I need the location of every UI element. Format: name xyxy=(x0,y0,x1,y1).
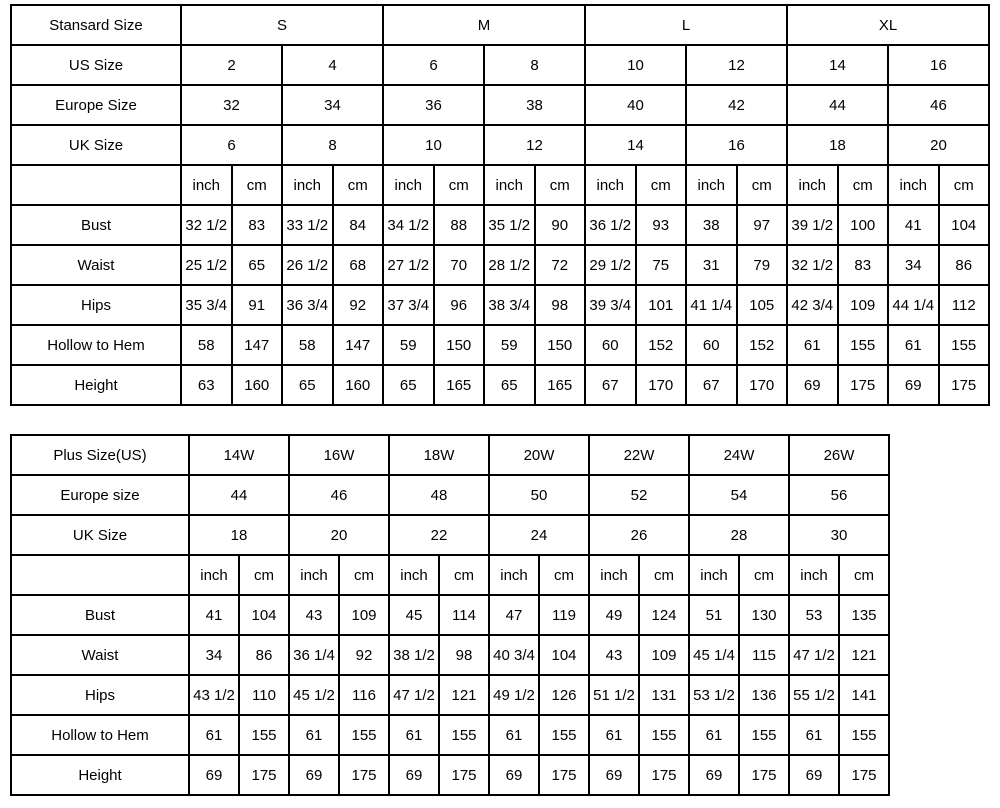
plus-table-body xyxy=(11,435,889,795)
plus-cell-height-6: 69 xyxy=(489,755,539,795)
cell-europe-size-6: 44 xyxy=(787,85,888,125)
plus-cell-bust-9: 124 xyxy=(639,595,689,635)
table-row xyxy=(11,515,889,555)
row-label-hollow-to-hem: Hollow to Hem xyxy=(11,325,181,365)
cell-hips-3: 92 xyxy=(333,285,384,325)
plus-cell-bust-12: 53 xyxy=(789,595,839,635)
plus-unit-inch-0: inch xyxy=(189,555,239,595)
row-label-height: Height xyxy=(11,365,181,405)
plus-cell-waist-8: 43 xyxy=(589,635,639,675)
plus-size-chart xyxy=(10,434,890,796)
cell-us-size-6: 14 xyxy=(787,45,888,85)
plus-cell-europe-6: 56 xyxy=(789,475,889,515)
cell-hollow-10: 60 xyxy=(686,325,737,365)
plus-cell-height-11: 175 xyxy=(739,755,789,795)
plus-cell-bust-10: 51 xyxy=(689,595,739,635)
cell-hips-11: 105 xyxy=(737,285,788,325)
standard-table-body xyxy=(11,5,989,405)
cell-height-0: 63 xyxy=(181,365,232,405)
plus-size-group-22w: 22W xyxy=(589,435,689,475)
plus-size-group-14w: 14W xyxy=(189,435,289,475)
plus-cell-waist-3: 92 xyxy=(339,635,389,675)
unit-inch-6: inch xyxy=(787,165,838,205)
cell-bust-15: 104 xyxy=(939,205,990,245)
table-row xyxy=(11,205,989,245)
plus-cell-height-7: 175 xyxy=(539,755,589,795)
plus-cell-hollow-1: 155 xyxy=(239,715,289,755)
cell-waist-11: 79 xyxy=(737,245,788,285)
cell-bust-11: 97 xyxy=(737,205,788,245)
plus-cell-uk-1: 20 xyxy=(289,515,389,555)
plus-cell-hips-2: 45 1/2 xyxy=(289,675,339,715)
cell-us-size-5: 12 xyxy=(686,45,787,85)
plus-size-group-24w: 24W xyxy=(689,435,789,475)
plus-row-label-hollow-to-hem: Hollow to Hem xyxy=(11,715,189,755)
plus-cell-bust-13: 135 xyxy=(839,595,889,635)
cell-height-9: 170 xyxy=(636,365,687,405)
plus-cell-hips-1: 110 xyxy=(239,675,289,715)
cell-hips-1: 91 xyxy=(232,285,283,325)
cell-bust-2: 33 1/2 xyxy=(282,205,333,245)
table-row xyxy=(11,5,989,45)
plus-cell-hips-3: 116 xyxy=(339,675,389,715)
cell-uk-size-4: 14 xyxy=(585,125,686,165)
cell-europe-size-1: 34 xyxy=(282,85,383,125)
table-row xyxy=(11,435,889,475)
plus-cell-hollow-10: 61 xyxy=(689,715,739,755)
cell-height-15: 175 xyxy=(939,365,990,405)
plus-cell-waist-7: 104 xyxy=(539,635,589,675)
cell-hollow-1: 147 xyxy=(232,325,283,365)
unit-inch-0: inch xyxy=(181,165,232,205)
plus-unit-cm-6: cm xyxy=(839,555,889,595)
cell-bust-14: 41 xyxy=(888,205,939,245)
unit-cm-1: cm xyxy=(333,165,384,205)
unit-inch-7: inch xyxy=(888,165,939,205)
cell-waist-4: 27 1/2 xyxy=(383,245,434,285)
cell-hips-2: 36 3/4 xyxy=(282,285,333,325)
plus-cell-bust-3: 109 xyxy=(339,595,389,635)
plus-cell-hollow-0: 61 xyxy=(189,715,239,755)
cell-height-3: 160 xyxy=(333,365,384,405)
table-row xyxy=(11,365,989,405)
cell-waist-9: 75 xyxy=(636,245,687,285)
plus-cell-uk-5: 28 xyxy=(689,515,789,555)
plus-cell-uk-6: 30 xyxy=(789,515,889,555)
plus-cell-bust-5: 114 xyxy=(439,595,489,635)
plus-unit-cm-3: cm xyxy=(539,555,589,595)
plus-cell-bust-11: 130 xyxy=(739,595,789,635)
table-row xyxy=(11,245,989,285)
plus-unit-cm-1: cm xyxy=(339,555,389,595)
unit-inch-1: inch xyxy=(282,165,333,205)
plus-cell-bust-2: 43 xyxy=(289,595,339,635)
unit-inch-3: inch xyxy=(484,165,535,205)
cell-waist-3: 68 xyxy=(333,245,384,285)
cell-height-10: 67 xyxy=(686,365,737,405)
cell-hollow-6: 59 xyxy=(484,325,535,365)
cell-height-6: 65 xyxy=(484,365,535,405)
plus-unit-inch-6: inch xyxy=(789,555,839,595)
cell-height-2: 65 xyxy=(282,365,333,405)
standard-header-label: Stansard Size xyxy=(11,5,181,45)
cell-height-1: 160 xyxy=(232,365,283,405)
plus-cell-waist-9: 109 xyxy=(639,635,689,675)
table-row xyxy=(11,555,889,595)
cell-europe-size-0: 32 xyxy=(181,85,282,125)
plus-cell-europe-0: 44 xyxy=(189,475,289,515)
plus-cell-hollow-11: 155 xyxy=(739,715,789,755)
plus-unit-cm-0: cm xyxy=(239,555,289,595)
plus-cell-hips-5: 121 xyxy=(439,675,489,715)
plus-cell-europe-3: 50 xyxy=(489,475,589,515)
plus-cell-waist-11: 115 xyxy=(739,635,789,675)
cell-bust-3: 84 xyxy=(333,205,384,245)
plus-header-label: Plus Size(US) xyxy=(11,435,189,475)
cell-waist-0: 25 1/2 xyxy=(181,245,232,285)
plus-cell-bust-4: 45 xyxy=(389,595,439,635)
plus-cell-hips-11: 136 xyxy=(739,675,789,715)
cell-hips-9: 101 xyxy=(636,285,687,325)
plus-cell-waist-12: 47 1/2 xyxy=(789,635,839,675)
plus-cell-hips-4: 47 1/2 xyxy=(389,675,439,715)
plus-cell-waist-13: 121 xyxy=(839,635,889,675)
cell-uk-size-2: 10 xyxy=(383,125,484,165)
cell-waist-14: 34 xyxy=(888,245,939,285)
standard-size-chart xyxy=(10,4,990,406)
plus-cell-hollow-3: 155 xyxy=(339,715,389,755)
plus-cell-bust-6: 47 xyxy=(489,595,539,635)
plus-size-group-18w: 18W xyxy=(389,435,489,475)
cell-bust-8: 36 1/2 xyxy=(585,205,636,245)
cell-uk-size-3: 12 xyxy=(484,125,585,165)
plus-cell-hips-9: 131 xyxy=(639,675,689,715)
plus-unit-row-blank-label xyxy=(11,555,189,595)
plus-cell-waist-1: 86 xyxy=(239,635,289,675)
table-row xyxy=(11,325,989,365)
plus-cell-hips-12: 55 1/2 xyxy=(789,675,839,715)
cell-height-5: 165 xyxy=(434,365,485,405)
plus-unit-inch-5: inch xyxy=(689,555,739,595)
plus-cell-bust-1: 104 xyxy=(239,595,289,635)
cell-bust-5: 88 xyxy=(434,205,485,245)
cell-height-8: 67 xyxy=(585,365,636,405)
cell-hips-4: 37 3/4 xyxy=(383,285,434,325)
plus-cell-height-10: 69 xyxy=(689,755,739,795)
plus-cell-europe-2: 48 xyxy=(389,475,489,515)
plus-cell-height-3: 175 xyxy=(339,755,389,795)
plus-cell-hollow-5: 155 xyxy=(439,715,489,755)
table-row xyxy=(11,85,989,125)
plus-unit-inch-4: inch xyxy=(589,555,639,595)
cell-hollow-11: 152 xyxy=(737,325,788,365)
plus-cell-height-0: 69 xyxy=(189,755,239,795)
table-row xyxy=(11,715,889,755)
cell-bust-4: 34 1/2 xyxy=(383,205,434,245)
table-row xyxy=(11,125,989,165)
cell-uk-size-0: 6 xyxy=(181,125,282,165)
cell-hollow-0: 58 xyxy=(181,325,232,365)
plus-cell-hips-10: 53 1/2 xyxy=(689,675,739,715)
plus-row-label-height: Height xyxy=(11,755,189,795)
unit-cm-2: cm xyxy=(434,165,485,205)
cell-hips-14: 44 1/4 xyxy=(888,285,939,325)
plus-unit-cm-4: cm xyxy=(639,555,689,595)
cell-hips-5: 96 xyxy=(434,285,485,325)
plus-cell-europe-5: 54 xyxy=(689,475,789,515)
row-label-hips: Hips xyxy=(11,285,181,325)
plus-cell-height-9: 175 xyxy=(639,755,689,795)
table-row xyxy=(11,165,989,205)
cell-hips-13: 109 xyxy=(838,285,889,325)
plus-cell-hips-0: 43 1/2 xyxy=(189,675,239,715)
cell-height-11: 170 xyxy=(737,365,788,405)
size-group-m: M xyxy=(383,5,585,45)
plus-size-group-20w: 20W xyxy=(489,435,589,475)
cell-bust-9: 93 xyxy=(636,205,687,245)
cell-hips-7: 98 xyxy=(535,285,586,325)
cell-hollow-15: 155 xyxy=(939,325,990,365)
plus-cell-hips-13: 141 xyxy=(839,675,889,715)
plus-cell-height-12: 69 xyxy=(789,755,839,795)
plus-row-label-europe-size: Europe size xyxy=(11,475,189,515)
cell-hips-0: 35 3/4 xyxy=(181,285,232,325)
table-row xyxy=(11,635,889,675)
cell-height-12: 69 xyxy=(787,365,838,405)
row-label-us-size: US Size xyxy=(11,45,181,85)
cell-waist-12: 32 1/2 xyxy=(787,245,838,285)
cell-waist-7: 72 xyxy=(535,245,586,285)
cell-uk-size-1: 8 xyxy=(282,125,383,165)
cell-us-size-3: 8 xyxy=(484,45,585,85)
cell-waist-2: 26 1/2 xyxy=(282,245,333,285)
plus-cell-hollow-13: 155 xyxy=(839,715,889,755)
cell-europe-size-2: 36 xyxy=(383,85,484,125)
cell-bust-12: 39 1/2 xyxy=(787,205,838,245)
cell-us-size-7: 16 xyxy=(888,45,989,85)
cell-hollow-13: 155 xyxy=(838,325,889,365)
plus-cell-waist-2: 36 1/4 xyxy=(289,635,339,675)
plus-unit-cm-2: cm xyxy=(439,555,489,595)
unit-cm-7: cm xyxy=(939,165,990,205)
plus-cell-hips-7: 126 xyxy=(539,675,589,715)
unit-row-blank-label xyxy=(11,165,181,205)
cell-uk-size-5: 16 xyxy=(686,125,787,165)
cell-waist-5: 70 xyxy=(434,245,485,285)
plus-cell-height-5: 175 xyxy=(439,755,489,795)
row-label-europe-size: Europe Size xyxy=(11,85,181,125)
plus-cell-bust-8: 49 xyxy=(589,595,639,635)
cell-hips-15: 112 xyxy=(939,285,990,325)
plus-cell-hollow-7: 155 xyxy=(539,715,589,755)
size-group-l: L xyxy=(585,5,787,45)
cell-hollow-14: 61 xyxy=(888,325,939,365)
table-row xyxy=(11,595,889,635)
cell-bust-13: 100 xyxy=(838,205,889,245)
plus-row-label-waist: Waist xyxy=(11,635,189,675)
cell-uk-size-7: 20 xyxy=(888,125,989,165)
table-row xyxy=(11,475,889,515)
cell-hollow-2: 58 xyxy=(282,325,333,365)
cell-waist-6: 28 1/2 xyxy=(484,245,535,285)
plus-cell-uk-4: 26 xyxy=(589,515,689,555)
plus-cell-hollow-4: 61 xyxy=(389,715,439,755)
cell-europe-size-5: 42 xyxy=(686,85,787,125)
plus-unit-inch-1: inch xyxy=(289,555,339,595)
plus-cell-uk-3: 24 xyxy=(489,515,589,555)
plus-cell-waist-0: 34 xyxy=(189,635,239,675)
table-row xyxy=(11,675,889,715)
cell-waist-1: 65 xyxy=(232,245,283,285)
plus-cell-waist-5: 98 xyxy=(439,635,489,675)
plus-cell-height-1: 175 xyxy=(239,755,289,795)
plus-unit-inch-2: inch xyxy=(389,555,439,595)
row-label-uk-size: UK Size xyxy=(11,125,181,165)
unit-cm-0: cm xyxy=(232,165,283,205)
plus-unit-inch-3: inch xyxy=(489,555,539,595)
plus-cell-uk-2: 22 xyxy=(389,515,489,555)
cell-bust-6: 35 1/2 xyxy=(484,205,535,245)
cell-height-4: 65 xyxy=(383,365,434,405)
plus-cell-hips-8: 51 1/2 xyxy=(589,675,639,715)
row-label-waist: Waist xyxy=(11,245,181,285)
cell-bust-10: 38 xyxy=(686,205,737,245)
cell-bust-1: 83 xyxy=(232,205,283,245)
plus-cell-waist-10: 45 1/4 xyxy=(689,635,739,675)
size-group-xl: XL xyxy=(787,5,989,45)
unit-cm-3: cm xyxy=(535,165,586,205)
cell-europe-size-4: 40 xyxy=(585,85,686,125)
unit-cm-6: cm xyxy=(838,165,889,205)
size-group-s: S xyxy=(181,5,383,45)
cell-europe-size-3: 38 xyxy=(484,85,585,125)
cell-height-13: 175 xyxy=(838,365,889,405)
unit-inch-5: inch xyxy=(686,165,737,205)
cell-height-14: 69 xyxy=(888,365,939,405)
cell-height-7: 165 xyxy=(535,365,586,405)
plus-cell-hips-6: 49 1/2 xyxy=(489,675,539,715)
plus-size-group-16w: 16W xyxy=(289,435,389,475)
plus-cell-europe-1: 46 xyxy=(289,475,389,515)
cell-hips-6: 38 3/4 xyxy=(484,285,535,325)
plus-row-label-uk-size: UK Size xyxy=(11,515,189,555)
cell-us-size-0: 2 xyxy=(181,45,282,85)
cell-hollow-9: 152 xyxy=(636,325,687,365)
plus-cell-hollow-9: 155 xyxy=(639,715,689,755)
cell-europe-size-7: 46 xyxy=(888,85,989,125)
cell-us-size-4: 10 xyxy=(585,45,686,85)
cell-waist-10: 31 xyxy=(686,245,737,285)
table-row xyxy=(11,45,989,85)
unit-inch-4: inch xyxy=(585,165,636,205)
plus-cell-waist-4: 38 1/2 xyxy=(389,635,439,675)
plus-size-table xyxy=(10,434,890,796)
plus-cell-waist-6: 40 3/4 xyxy=(489,635,539,675)
cell-hips-10: 41 1/4 xyxy=(686,285,737,325)
plus-cell-europe-4: 52 xyxy=(589,475,689,515)
plus-cell-bust-0: 41 xyxy=(189,595,239,635)
plus-row-label-bust: Bust xyxy=(11,595,189,635)
table-row xyxy=(11,755,889,795)
standard-size-table xyxy=(10,4,990,406)
cell-hips-8: 39 3/4 xyxy=(585,285,636,325)
plus-cell-height-4: 69 xyxy=(389,755,439,795)
unit-cm-4: cm xyxy=(636,165,687,205)
cell-us-size-2: 6 xyxy=(383,45,484,85)
plus-cell-bust-7: 119 xyxy=(539,595,589,635)
cell-bust-7: 90 xyxy=(535,205,586,245)
plus-size-group-26w: 26W xyxy=(789,435,889,475)
cell-hollow-5: 150 xyxy=(434,325,485,365)
cell-uk-size-6: 18 xyxy=(787,125,888,165)
plus-cell-hollow-8: 61 xyxy=(589,715,639,755)
table-row xyxy=(11,285,989,325)
cell-waist-8: 29 1/2 xyxy=(585,245,636,285)
cell-hollow-4: 59 xyxy=(383,325,434,365)
cell-hips-12: 42 3/4 xyxy=(787,285,838,325)
plus-cell-hollow-2: 61 xyxy=(289,715,339,755)
plus-cell-uk-0: 18 xyxy=(189,515,289,555)
plus-row-label-hips: Hips xyxy=(11,675,189,715)
cell-us-size-1: 4 xyxy=(282,45,383,85)
plus-cell-hollow-6: 61 xyxy=(489,715,539,755)
cell-waist-15: 86 xyxy=(939,245,990,285)
unit-inch-2: inch xyxy=(383,165,434,205)
plus-cell-height-2: 69 xyxy=(289,755,339,795)
cell-hollow-8: 60 xyxy=(585,325,636,365)
cell-hollow-7: 150 xyxy=(535,325,586,365)
plus-unit-cm-5: cm xyxy=(739,555,789,595)
cell-bust-0: 32 1/2 xyxy=(181,205,232,245)
row-label-bust: Bust xyxy=(11,205,181,245)
cell-hollow-12: 61 xyxy=(787,325,838,365)
cell-hollow-3: 147 xyxy=(333,325,384,365)
cell-waist-13: 83 xyxy=(838,245,889,285)
plus-cell-height-8: 69 xyxy=(589,755,639,795)
plus-cell-hollow-12: 61 xyxy=(789,715,839,755)
unit-cm-5: cm xyxy=(737,165,788,205)
plus-cell-height-13: 175 xyxy=(839,755,889,795)
